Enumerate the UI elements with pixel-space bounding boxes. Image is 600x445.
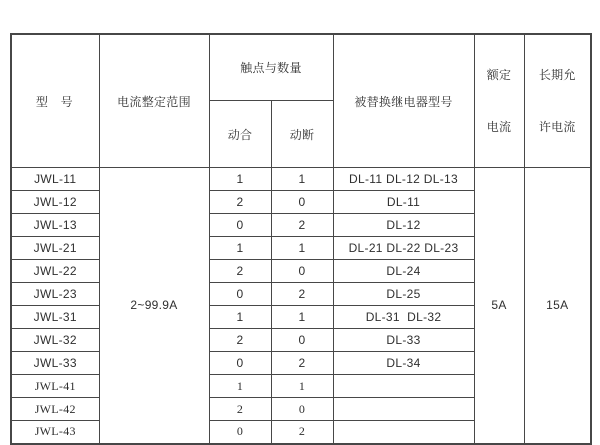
- header-contacts-nc: 动断: [271, 101, 333, 168]
- cell-replaced-relay: DL-11: [333, 191, 474, 214]
- cell-model: JWL-12: [11, 191, 99, 214]
- cell-contacts-no: 1: [209, 306, 271, 329]
- cell-contacts-nc: 1: [271, 168, 333, 191]
- cell-replaced-relay: DL-25: [333, 283, 474, 306]
- cell-contacts-no: 2: [209, 329, 271, 352]
- cell-long-term-current: 15A: [524, 168, 591, 444]
- cell-model: JWL-31: [11, 306, 99, 329]
- cell-model: JWL-11: [11, 168, 99, 191]
- cell-contacts-nc: 2: [271, 352, 333, 375]
- header-long-term-current: [524, 34, 591, 168]
- cell-contacts-no: 2: [209, 260, 271, 283]
- cell-replaced-relay: [333, 375, 474, 398]
- cell-contacts-nc: 1: [271, 306, 333, 329]
- header-contacts-group: 触点与数量: [209, 34, 333, 101]
- cell-contacts-no: 1: [209, 237, 271, 260]
- cell-contacts-no: 1: [209, 375, 271, 398]
- cell-current-setting-range: 2~99.9A: [99, 168, 209, 444]
- cell-model: JWL-21: [11, 237, 99, 260]
- cell-replaced-relay: DL-31 DL-32: [333, 306, 474, 329]
- cell-contacts-no: 0: [209, 214, 271, 237]
- cell-rated-current: 5A: [474, 168, 524, 444]
- cell-model: JWL-32: [11, 329, 99, 352]
- cell-replaced-relay: DL-11 DL-12 DL-13: [333, 168, 474, 191]
- cell-contacts-nc: 1: [271, 375, 333, 398]
- spec-table-container: [10, 33, 590, 445]
- header-long-term-line2: 许电流: [538, 120, 576, 134]
- cell-contacts-nc: 2: [271, 214, 333, 237]
- cell-replaced-relay: [333, 421, 474, 444]
- cell-replaced-relay: DL-24: [333, 260, 474, 283]
- cell-contacts-nc: 0: [271, 329, 333, 352]
- table-row: [11, 168, 591, 191]
- cell-model: JWL-33: [11, 352, 99, 375]
- header-replaced-relay: 被替换继电器型号: [333, 34, 474, 168]
- header-rated-current-line1: 额定: [486, 68, 512, 82]
- cell-replaced-relay: DL-12: [333, 214, 474, 237]
- cell-model: JWL-22: [11, 260, 99, 283]
- cell-replaced-relay: [333, 398, 474, 421]
- cell-model: JWL-43: [11, 421, 99, 444]
- cell-model: JWL-13: [11, 214, 99, 237]
- cell-contacts-no: 0: [209, 421, 271, 444]
- cell-contacts-nc: 0: [271, 260, 333, 283]
- cell-model: JWL-42: [11, 398, 99, 421]
- cell-contacts-nc: 0: [271, 191, 333, 214]
- header-current-setting-range: 电流整定范围: [99, 34, 209, 168]
- header-rated-current-line2: 电流: [486, 120, 512, 134]
- cell-contacts-no: 2: [209, 398, 271, 421]
- cell-contacts-no: 0: [209, 283, 271, 306]
- cell-replaced-relay: DL-34: [333, 352, 474, 375]
- cell-model: JWL-41: [11, 375, 99, 398]
- cell-contacts-nc: 0: [271, 398, 333, 421]
- cell-contacts-no: 0: [209, 352, 271, 375]
- cell-contacts-nc: 2: [271, 421, 333, 444]
- cell-replaced-relay: DL-21 DL-22 DL-23: [333, 237, 474, 260]
- header-long-term-line1: 长期允: [538, 68, 576, 82]
- cell-replaced-relay: DL-33: [333, 329, 474, 352]
- cell-contacts-nc: 2: [271, 283, 333, 306]
- relay-spec-table: [10, 33, 592, 445]
- cell-model: JWL-23: [11, 283, 99, 306]
- header-rated-current: [474, 34, 524, 168]
- header-model: 型 号: [11, 34, 99, 168]
- cell-contacts-no: 2: [209, 191, 271, 214]
- header-contacts-no: 动合: [209, 101, 271, 168]
- cell-contacts-nc: 1: [271, 237, 333, 260]
- cell-contacts-no: 1: [209, 168, 271, 191]
